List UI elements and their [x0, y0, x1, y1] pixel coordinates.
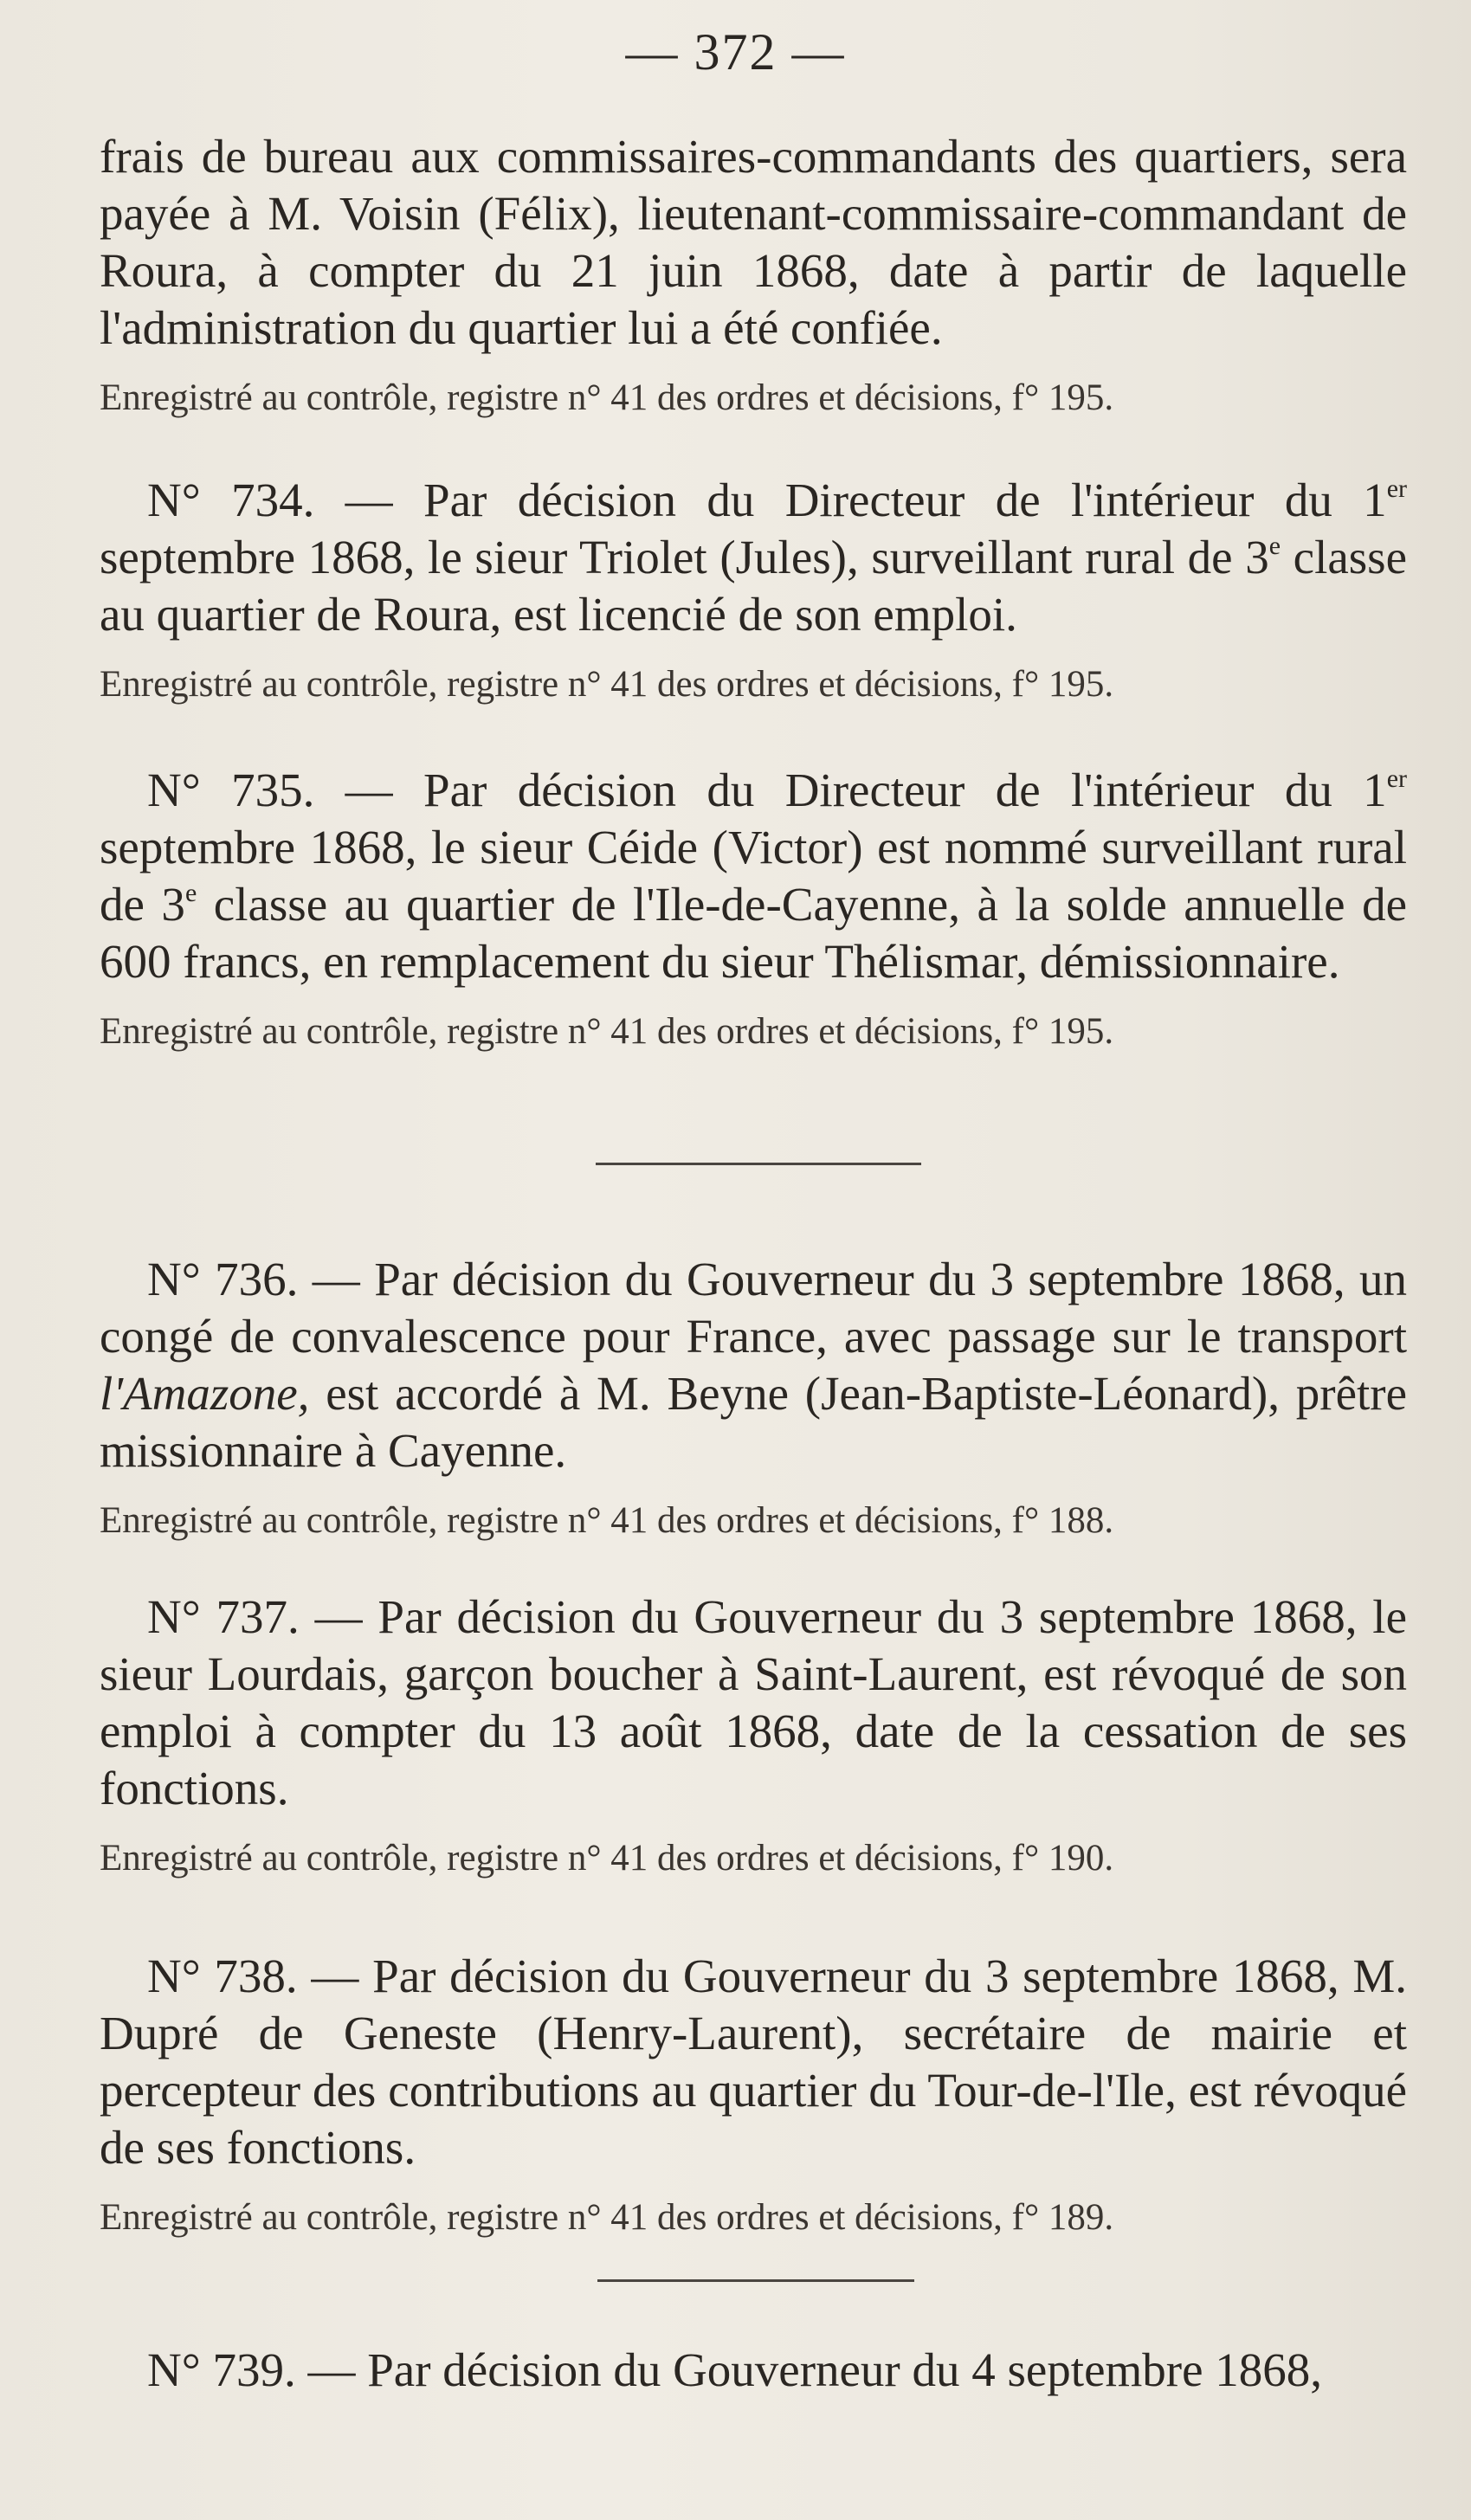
- entry-735-text-b: septembre 1868, le sieur Céide (Victor) est nommé surveillant rural de 3: [100, 821, 1407, 931]
- entry-738-number: N° 738.: [147, 1950, 298, 2002]
- intro-section: [100, 128, 1407, 421]
- entry-735-sup: er: [1386, 764, 1407, 793]
- entry-737: [100, 1589, 1407, 1881]
- entry-737-text-a: — Par décision du Gouverneur du 3 septembre 1868, le sieur Lourdais, garçon boucher à Saint-Laurent, est révoqué de son emploi à compter du 13 août 1868, date de la cessation de ses fonctions.: [100, 1590, 1407, 1814]
- entry-739-number: N° 739.: [147, 2343, 296, 2396]
- entry-735-paragraph: [100, 762, 1407, 990]
- entry-734-number: N° 734.: [147, 474, 315, 526]
- entry-739-paragraph: [100, 2342, 1407, 2399]
- entry-738-registration: Enregistré au contrôle, registre n° 41 des ordres et décisions, f° 189.: [100, 2197, 1114, 2238]
- entry-734-paragraph: [100, 472, 1407, 643]
- intro-registration: Enregistré au contrôle, registre n° 41 des ordres et décisions, f° 195.: [100, 377, 1114, 418]
- entry-737-registration: Enregistré au contrôle, registre n° 41 des ordres et décisions, f° 190.: [100, 1838, 1114, 1879]
- entry-736-text-b: est accordé à M. Beyne (Jean-Baptiste-Léonard), prêtre missionnaire à Cayenne.: [100, 1367, 1407, 1477]
- entry-735-text-c: classe au quartier de l'Ile-de-Cayenne, à la solde annuelle de 600 francs, en remplacement du sieur Thélismar, démissionnaire.: [100, 878, 1407, 988]
- entry-734-sup2: e: [1268, 532, 1281, 560]
- entry-739: [100, 2342, 1407, 2399]
- page-number: — 372 —: [625, 23, 846, 81]
- entry-734-registration: Enregistré au contrôle, registre n° 41 des ordres et décisions, f° 195.: [100, 664, 1114, 705]
- entry-736-number: N° 736.: [147, 1253, 299, 1305]
- entry-734: [100, 472, 1407, 707]
- entry-734-text-b: septembre 1868, le sieur Triolet (Jules), surveillant rural de 3: [100, 531, 1269, 583]
- entry-734-text-a: — Par décision du Directeur de l'intérieur du 1: [314, 474, 1387, 526]
- entry-735: [100, 762, 1407, 1054]
- section-divider: [596, 1163, 921, 1165]
- entry-736: [100, 1251, 1407, 1544]
- entry-734-text-c: classe au quartier de Roura, est licencié de son emploi.: [100, 531, 1407, 641]
- entry-738: [100, 1948, 1407, 2240]
- entry-735-number: N° 735.: [147, 764, 315, 816]
- entry-735-registration: Enregistré au contrôle, registre n° 41 des ordres et décisions, f° 195.: [100, 1011, 1114, 1052]
- entry-735-text-a: — Par décision du Directeur de l'intérieur du 1: [314, 764, 1387, 816]
- entry-737-number: N° 737.: [147, 1590, 300, 1643]
- entry-738-text-a: — Par décision du Gouverneur du 3 septembre 1868, M. Dupré de Geneste (Henry-Laurent), secrétaire de mairie et percepteur des contributions au quartier du Tour-de-l'Ile, est révoqué de ses fonctions.: [100, 1950, 1408, 2174]
- entry-736-paragraph: [100, 1251, 1407, 1479]
- intro-paragraph: frais de bureau aux commissaires-commandants des quartiers, sera payée à M. Voisin (Félix), lieutenant-commissaire-commandant de Roura, à compter du 21 juin 1868, date à partir de laquelle l'administration du quartier lui a été confiée.: [100, 130, 1407, 354]
- entry-736-text-a: — Par décision du Gouverneur du 3 septembre 1868, un congé de convalescence pour France, avec passage sur le transport: [100, 1253, 1407, 1363]
- entry-734-sup: er: [1386, 474, 1407, 503]
- section-divider-2: [597, 2279, 914, 2282]
- entry-735-sup2: e: [184, 879, 197, 907]
- entry-736-italic: l'Amazone,: [100, 1367, 310, 1420]
- entry-738-paragraph: [100, 1948, 1407, 2176]
- entry-739-text-a: — Par décision du Gouverneur du 4 septembre 1868,: [295, 2343, 1323, 2396]
- entry-737-paragraph: [100, 1589, 1407, 1817]
- entry-736-registration: Enregistré au contrôle, registre n° 41 des ordres et décisions, f° 188.: [100, 1500, 1114, 1541]
